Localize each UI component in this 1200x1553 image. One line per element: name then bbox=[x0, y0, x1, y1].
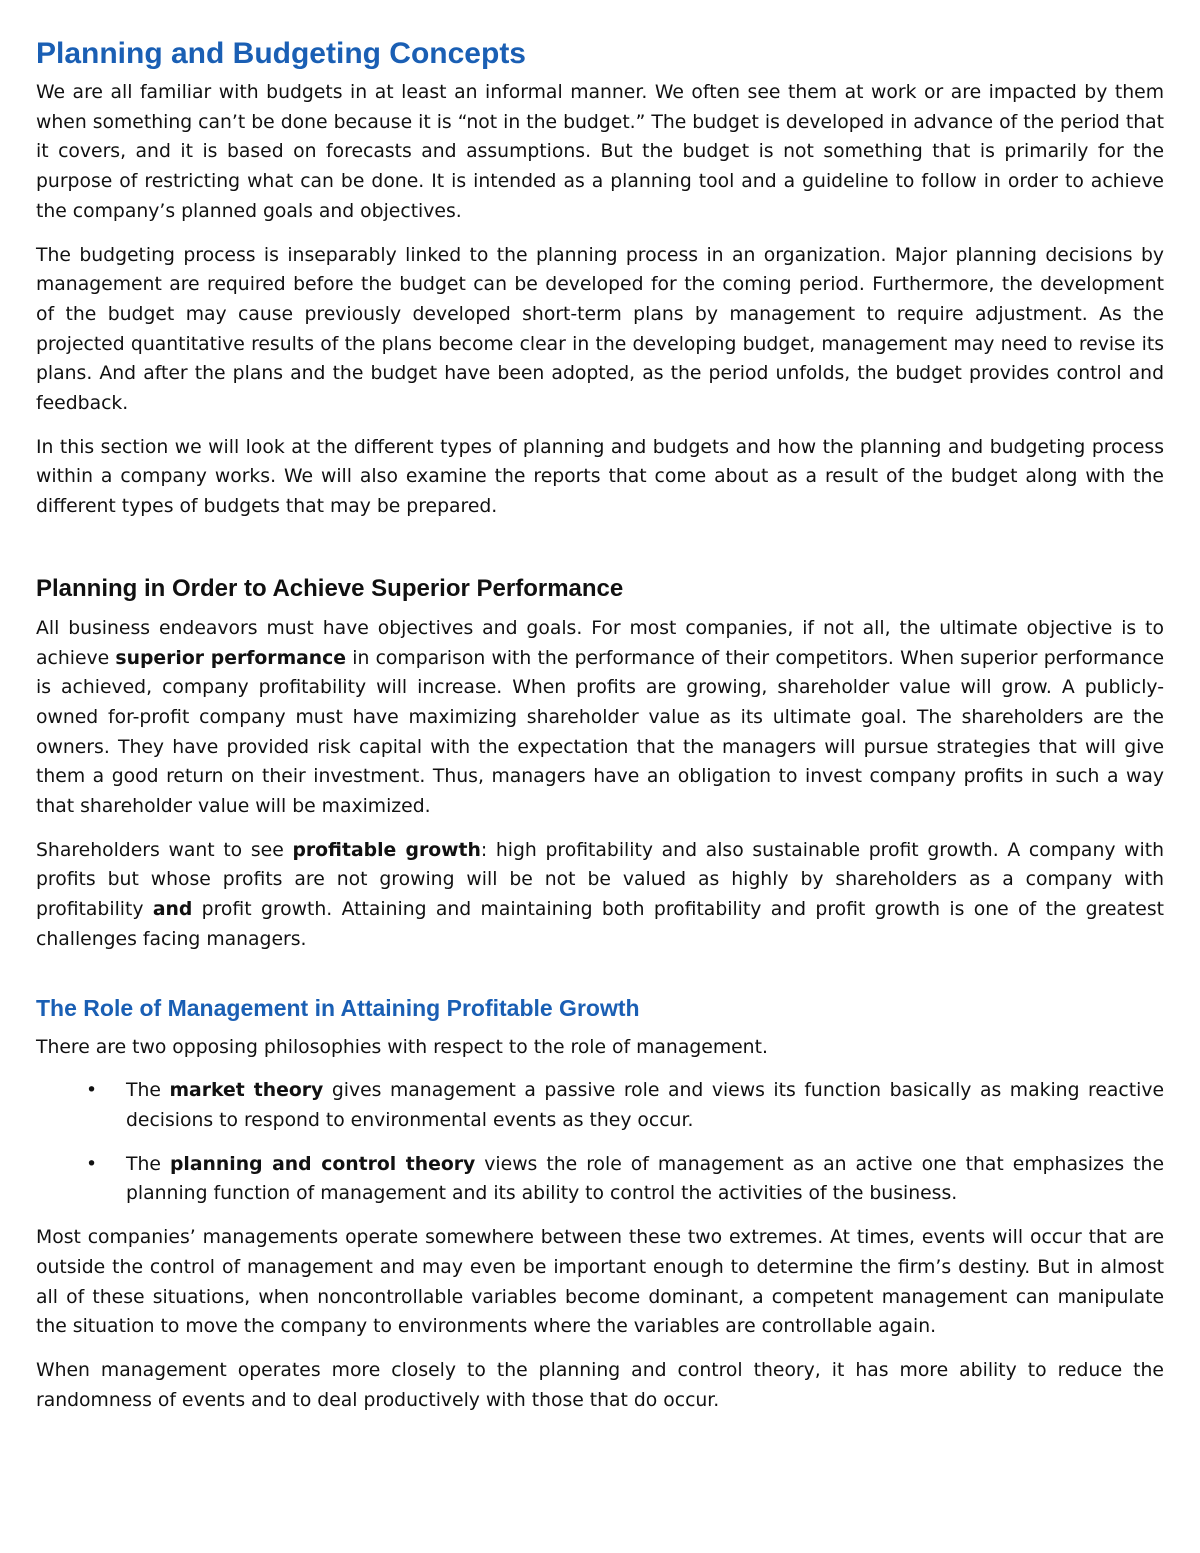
section-heading-role-of-management: The Role of Management in Attaining Profitable Growth bbox=[36, 994, 640, 1021]
role-of-management-paragraph-2: Most companies’ managements operate somewhere between these two extremes. At times, events will occur that are outside the control of management and may even be important enough to determine the firm’s destiny. But in almost all of these situations, when noncontrollable variables become dominant, a competent management can manipulate the situation to move the company to environments where the variables are controllable again. bbox=[36, 1227, 1164, 1338]
bullet-icon: • bbox=[86, 1153, 98, 1175]
role-of-management-paragraph-3: When management operates more closely to the planning and control theory, it has more ability to reduce the randomness of events and to deal productively with those that do occur. bbox=[36, 1359, 1164, 1411]
text-run: The bbox=[126, 1153, 170, 1175]
text-run: : high profitability and also sustainable profit growth. A company with profits but whose profits are not growing will be not be valued as highly by shareholders as a company with profitability bbox=[36, 839, 1164, 921]
text-run: views the role of management as an active one that emphasizes the planning function of management and its ability to control the activities of the business. bbox=[126, 1153, 1165, 1205]
text-run: profit growth. Attaining and maintaining both profitability and profit growth is one of the greatest challenges facing managers. bbox=[36, 899, 1164, 950]
role-of-management-intro: There are two opposing philosophies with respect to the role of management. bbox=[36, 1036, 768, 1058]
bold-term-planning-control-theory: planning and control theory bbox=[169, 1153, 476, 1175]
bold-term-market-theory: market theory bbox=[169, 1080, 324, 1102]
intro-paragraph-3: In this section we will look at the different types of planning and budgets and how the planning and budgeting process within a company works. We will also examine the reports that come about as a result of the budget along with the different types of budgets that may be prepared. bbox=[36, 436, 1164, 518]
management-theories-list bbox=[36, 1076, 1164, 1209]
intro-paragraph-2: The budgeting process is inseparably linked to the planning process in an organization. Major planning decisions by management are required before the budget can be developed for the coming period. Furthermore, the development of the budget may cause previously developed short-term plans by management to require adjustment. As the projected quantitative results of the plans become clear in the developing budget, management may need to revise its plans. And after the plans and the budget have been adopted, as the period unfolds, the budget provides control and feedback. bbox=[36, 244, 1164, 415]
text-run: Shareholders want to see bbox=[36, 839, 293, 861]
bullet-icon: • bbox=[86, 1080, 98, 1102]
bold-term-superior-performance: superior performance bbox=[115, 647, 347, 669]
bold-term-profitable-growth: profitable growth bbox=[292, 839, 481, 861]
text-run: The bbox=[126, 1080, 170, 1102]
text-run: gives management a passive role and views its function basically as making reactive decisions to respond to environmental events as they occur. bbox=[126, 1080, 1165, 1131]
superior-performance-paragraph-2 bbox=[36, 836, 1164, 955]
intro-paragraph-1: We are all familiar with budgets in at least an informal manner. We often see them at work or are impacted by them when something can’t be done because it is “not in the budget.” The budget is developed in advance of the period that it covers, and it is based on forecasts and assumptions. But the budget is not something that is primarily for the purpose of restricting what can be done. It is intended as a planning tool and a guideline to follow in order to achieve the company’s planned goals and objectives. bbox=[36, 82, 1164, 222]
superior-performance-paragraph-1 bbox=[36, 614, 1164, 822]
bold-term-and: and bbox=[152, 899, 193, 921]
list-item-planning-control-theory bbox=[86, 1150, 1165, 1209]
list-item-market-theory bbox=[86, 1076, 1165, 1135]
text-run: in comparison with the performance of their competitors. When superior performance is achieved, company profitability will increase. When profits are growing, shareholder value will grow. A publicly-owned for-profit company must have maximizing shareholder value as its ultimate goal. The shareholders are the owners. They have provided risk capital with the expectation that the managers will pursue strategies that will give them a good return on their investment. Thus, managers have an obligation to invest company profits in such a way that shareholder value will be maximized. bbox=[36, 647, 1165, 818]
page-title: Planning and Budgeting Concepts bbox=[36, 37, 526, 70]
section-heading-superior-performance: Planning in Order to Achieve Superior Performance bbox=[36, 574, 624, 602]
text-run: All business endeavors must have objectives and goals. For most companies, if not all, the ultimate objective is to achieve bbox=[36, 617, 1164, 669]
